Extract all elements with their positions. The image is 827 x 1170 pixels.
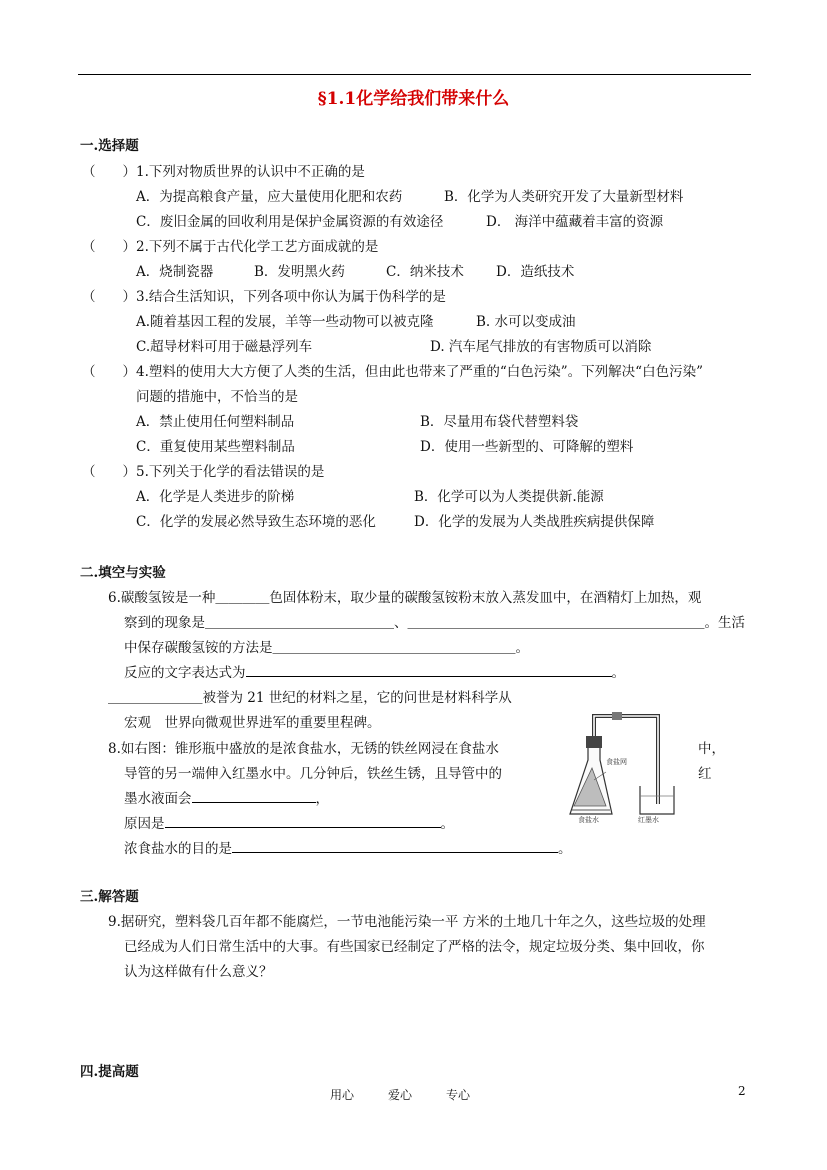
q6-line-2	[124, 611, 745, 631]
q2-option-a: A．烧制瓷器	[136, 264, 214, 280]
q6-blank-observation-1: ＿＿＿＿＿＿＿＿＿＿＿＿＿＿	[205, 615, 394, 631]
q4-stem-cont: 问题的措施中，不恰当的是	[136, 389, 298, 405]
q3-stem: （ ）3.结合生活知识，下列各项中你认为属于伪科学的是	[82, 289, 446, 305]
tube-connector	[612, 712, 622, 720]
q6-text: 。	[611, 665, 625, 681]
q6-blank-color: ＿＿＿＿	[215, 590, 270, 606]
q8-line-1-end: 中，	[698, 741, 725, 757]
q1-stem: （ ）1.下列对物质世界的认识中不正确的是	[82, 164, 365, 180]
q1-option-a: A．为提高粮食产量，应大量使用化肥和农药	[136, 189, 403, 205]
q9-line-2: 已经成为人们日常生活中的大事。有些国家已经制定了严格的法令，规定垃圾分类、集中回收，你	[124, 939, 705, 955]
q8-text: 。	[440, 816, 454, 832]
beaker-label: 红墨水	[638, 816, 659, 824]
section-heading-fill: 二.填空与实验	[80, 565, 166, 581]
q6-text: 6.碳酸氢铵是一种	[108, 590, 216, 606]
q8-blank-reason	[165, 813, 441, 828]
q8-blank-level	[192, 788, 316, 803]
q2-option-b: B．发明黑火药	[254, 264, 345, 280]
q6-line-4	[124, 661, 625, 681]
q4-option-d: D．使用一些新型的、可降解的塑料	[420, 439, 634, 455]
q8-line-4	[124, 812, 454, 832]
q6-line-1	[108, 586, 701, 606]
q2-option-c: C．纳米技术	[386, 264, 464, 280]
q6-blank-observation-2: ＿＿＿＿＿＿＿＿＿＿＿＿＿＿＿＿＿＿＿＿＿＿	[407, 615, 705, 631]
q7-blank: ＿＿＿＿＿＿＿	[108, 690, 203, 706]
q6-blank-equation	[246, 662, 612, 677]
q8-text: 墨水液面会	[124, 791, 192, 807]
q7-text: 被誉为 21 世纪的材料之星，它的问世是材料科学从	[202, 690, 512, 706]
q1-option-d: D． 海洋中蕴藏着丰富的资源	[486, 214, 664, 230]
q2-stem: （ ）2.下列不属于古代化学工艺方面成就的是	[82, 239, 379, 255]
q6-text: 。生活	[704, 615, 745, 631]
q3-option-d: D. 汽车尾气排放的有害物质可以消除	[430, 339, 652, 355]
q6-text: 中保存碳酸氢铵的方法是	[124, 640, 273, 656]
q2-option-d: D．造纸技术	[496, 264, 575, 280]
q1-option-b: B．化学为人类研究开发了大量新型材料	[444, 189, 684, 205]
q9-line-1: 9.据研究，塑料袋几百年都不能腐烂，一节电池能污染一平 方米的土地几十年之久，这些垃圾的处理	[108, 914, 706, 930]
q5-option-b: B．化学可以为人类提供新.能源	[414, 489, 604, 505]
q5-option-d: D．化学的发展为人类战胜疾病提供保障	[414, 514, 655, 530]
flask-label: 食盐水	[578, 816, 599, 824]
q5-stem: （ ）5.下列关于化学的看法错误的是	[82, 464, 325, 480]
q7-line-2: 宏观 世界向微观世界进军的重要里程碑。	[124, 715, 381, 731]
q3-option-a: A.随着基因工程的发展，羊等一些动物可以被克隆	[136, 314, 434, 330]
q6-text: 、	[394, 615, 408, 631]
q6-line-3	[124, 636, 529, 656]
q8-line-3	[124, 787, 329, 807]
q9-line-3: 认为这样做有什么意义？	[124, 964, 273, 980]
q6-blank-storage: ＿＿＿＿＿＿＿＿＿＿＿＿＿＿＿＿＿＿	[272, 640, 516, 656]
q4-stem: （ ）4.塑料的使用大大方便了人类的生活，但由此也带来了严重的“白色污染”。下列解决“白色污染”	[82, 364, 703, 380]
q8-text: ，	[315, 791, 329, 807]
q8-line-2: 导管的另一端伸入红墨水中。几分钟后，铁丝生锈，且导管中的	[124, 766, 502, 782]
q4-option-b: B．尽量用布袋代替塑料袋	[420, 414, 579, 430]
q3-option-b: B. 水可以变成油	[476, 314, 576, 330]
q8-text: 浓食盐水的目的是	[124, 841, 232, 857]
q8-text: 原因是	[124, 816, 165, 832]
q8-line-2-end: 红	[698, 766, 712, 782]
q1-option-c: C．废旧金属的回收利用是保护金属资源的有效途径	[136, 214, 444, 230]
footer-motto-2: 爱心	[388, 1088, 413, 1102]
q4-option-c: C．重复使用某些塑料制品	[136, 439, 295, 455]
q6-text: 反应的文字表达式为	[124, 665, 246, 681]
q6-text: 色固体粉末，取少量的碳酸氢铵粉末放入蒸发皿中，在酒精灯上加热，观	[269, 590, 702, 606]
header-rule	[78, 74, 751, 75]
q5-option-c: C．化学的发展必然导致生态环境的恶化	[136, 514, 376, 530]
section-heading-answer: 三.解答题	[80, 889, 139, 905]
q8-line-1: 8.如右图：锥形瓶中盛放的是浓食盐水，无锈的铁丝网浸在食盐水	[108, 741, 499, 757]
q5-option-a: A．化学是人类进步的阶梯	[136, 489, 295, 505]
apparatus-figure	[566, 708, 684, 824]
q6-text: 。	[515, 640, 529, 656]
section-heading-choice: 一.选择题	[80, 138, 139, 154]
q3-option-c: C.超导材料可用于磁悬浮列车	[136, 339, 313, 355]
section-heading-advanced: 四.提高题	[80, 1064, 139, 1080]
q8-line-5	[124, 837, 572, 857]
footer-motto-1: 用心	[330, 1088, 355, 1102]
flask-stopper	[586, 736, 602, 748]
q7-line-1	[108, 686, 512, 706]
q8-blank-purpose	[232, 838, 558, 853]
page-title: §1.1化学给我们带来什么	[317, 89, 510, 109]
wire-label: 食盐网	[606, 758, 627, 766]
q8-text: 。	[558, 841, 572, 857]
q6-text: 察到的现象是	[124, 615, 205, 631]
footer-motto-3: 专心	[446, 1088, 471, 1102]
q4-option-a: A．禁止使用任何塑料制品	[136, 414, 295, 430]
page-number: 2	[738, 1084, 746, 1098]
